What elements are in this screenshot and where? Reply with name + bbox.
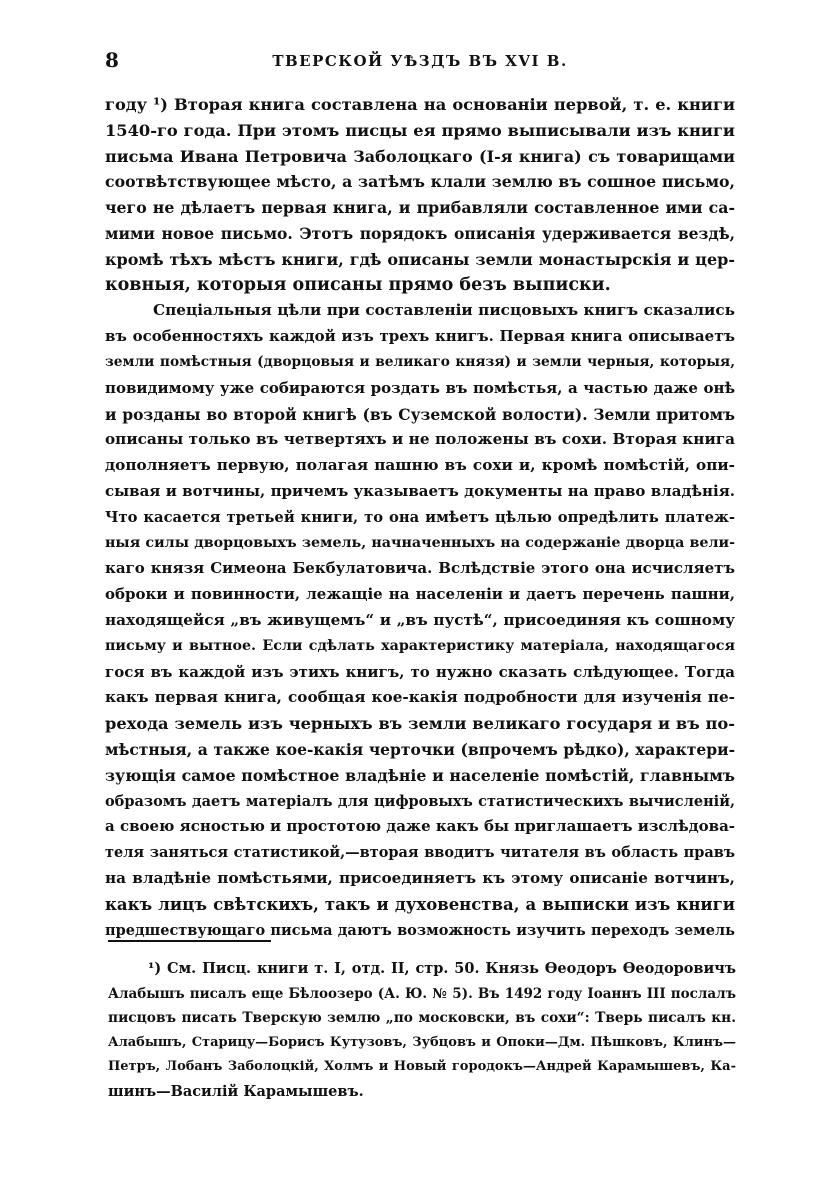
text-line: чего не дѣлаетъ первая книга, и прибавляли составленное ими са- xyxy=(105,198,735,218)
text-line: находящейся „въ живущемъ“ и „въ пустѣ“, присоединяя къ сошному xyxy=(105,610,735,629)
text-line: предшествующаго письма даютъ возможность изучить переходъ земель xyxy=(105,921,735,939)
text-line: описаны только въ четвертяхъ и не положены въ сохи. Вторая книга xyxy=(105,430,735,449)
footnote-line: Алабышъ, Старицу—Борисъ Кутузовъ, Зубцовъ и Опоки—Дм. Пѣшковъ, Клинъ— xyxy=(108,1034,736,1050)
page-header xyxy=(105,48,735,78)
text-line: и розданы во второй книгѣ (въ Суземской волости). Земли притомъ xyxy=(105,404,735,424)
main-text xyxy=(105,92,735,943)
paragraph-1 xyxy=(105,92,735,298)
text-line: сывая и вотчины, причемъ указываетъ документы на право владѣнія. xyxy=(105,481,735,500)
footnote-line: Алабышъ писалъ еще Бѣлоозеро (А. Ю. № 5). Въ 1492 году Іоаннъ III послалъ xyxy=(108,985,736,1002)
text-line: мими новое письмо. Этотъ порядокъ описанія удерживается вездѣ, xyxy=(105,223,735,243)
text-line: оброки и повинности, лежащіе на населеніи и даетъ перечень пашни, xyxy=(105,585,735,604)
text-line: на владѣніе помѣстьями, присоединяетъ къ этому описаніе вотчинъ, xyxy=(105,868,735,887)
text-line: повидимому уже собираются роздать въ помѣстья, а частью даже онѣ xyxy=(105,378,735,397)
text-line: дополняетъ первую, полагая пашню въ сохи и, кромѣ помѣстій, опи- xyxy=(105,456,735,475)
page-number: 8 xyxy=(105,48,119,72)
footnote-line: писцовъ писать Тверскую землю „по московски, въ сохи“: Тверь писалъ кн. xyxy=(108,1010,736,1026)
text-line: 1540-го года. При этомъ писцы ея прямо выписывали изъ книги xyxy=(105,120,735,140)
footnote-line: ¹) См. Писц. книги т. I, отд. II, стр. 50. Князь Ѳеодоръ Ѳеодоровичъ xyxy=(148,960,736,977)
footnote-line: Петръ, Лобанъ Заболоцкій, Холмъ и Новый городокъ—Андрей Карамышевъ, Ка- xyxy=(108,1059,736,1074)
footnote-divider xyxy=(108,940,271,942)
text-line: Спеціальныя цѣли при составленіи писцовыхъ книгъ сказались xyxy=(153,301,735,320)
paragraph-2 xyxy=(105,298,735,943)
text-line: мѣстныя, а также кое-какія черточки (впрочемъ рѣдко), характери- xyxy=(105,739,735,759)
footnote xyxy=(108,957,736,1104)
text-line: письма Ивана Петровича Заболоцкаго (I-я книга) съ товарищами xyxy=(105,146,735,166)
text-line: ковныя, которыя описаны прямо безъ выписки. xyxy=(105,274,611,295)
text-line: зующія самое помѣстное владѣніе и населеніе помѣстій, главнымъ xyxy=(105,765,735,785)
text-line: году ¹) Вторая книга составлена на основаніи первой, т. е. книги xyxy=(105,95,735,114)
text-line: теля заняться статистикой,—вторая вводитъ читателя въ область правъ xyxy=(105,844,735,862)
text-line: образомъ даетъ матеріалъ для цифровыхъ статистическихъ вычисленій, xyxy=(105,792,735,810)
text-line: гося въ каждой изъ этихъ книгъ, то нужно сказать слѣдующее. Тогда xyxy=(105,662,735,681)
running-title: ТВЕРСКОЙ УѢЗДЪ ВЪ XVI В. xyxy=(272,52,568,70)
text-line: а своею ясностью и простотою даже какъ бы приглашаетъ изслѣдова- xyxy=(105,817,735,836)
text-line: письму и вытное. Если сдѣлать характеристику матеріала, находящагося xyxy=(105,637,735,654)
text-line: кромѣ тѣхъ мѣстъ книги, гдѣ описаны земли монастырскія и цер- xyxy=(105,249,735,269)
text-line: какъ первая книга, сообщая кое-какія подробности для изученія пе- xyxy=(105,688,735,707)
text-line: какъ лицъ свѣтскихъ, такъ и духовенства, а выписки изъ книги xyxy=(105,894,735,914)
text-line: соотвѣтствующее мѣсто, а затѣмъ клали землю въ сошное письмо, xyxy=(105,172,735,192)
text-line: рехода земель изъ черныхъ въ земли великаго государя и въ по- xyxy=(105,714,735,734)
text-line: каго князя Симеона Бекбулатовича. Вслѣдствіе этого она исчисляетъ xyxy=(105,559,735,578)
text-line: ныя силы дворцовыхъ земель, начначенныхъ на содержаніе дворца вели- xyxy=(105,534,735,551)
text-line: въ особенностяхъ каждой изъ трехъ книгъ. Первая книга описываетъ xyxy=(105,327,735,346)
text-line: земли помѣстныя (дворцовыя и великаго князя) и земли черныя, которыя, xyxy=(105,353,735,370)
text-line: Что касается третьей книги, то она имѣетъ цѣлью опредѣлить платеж- xyxy=(105,508,735,526)
footnote-line: шинъ—Василій Карамышевъ. xyxy=(108,1082,364,1100)
